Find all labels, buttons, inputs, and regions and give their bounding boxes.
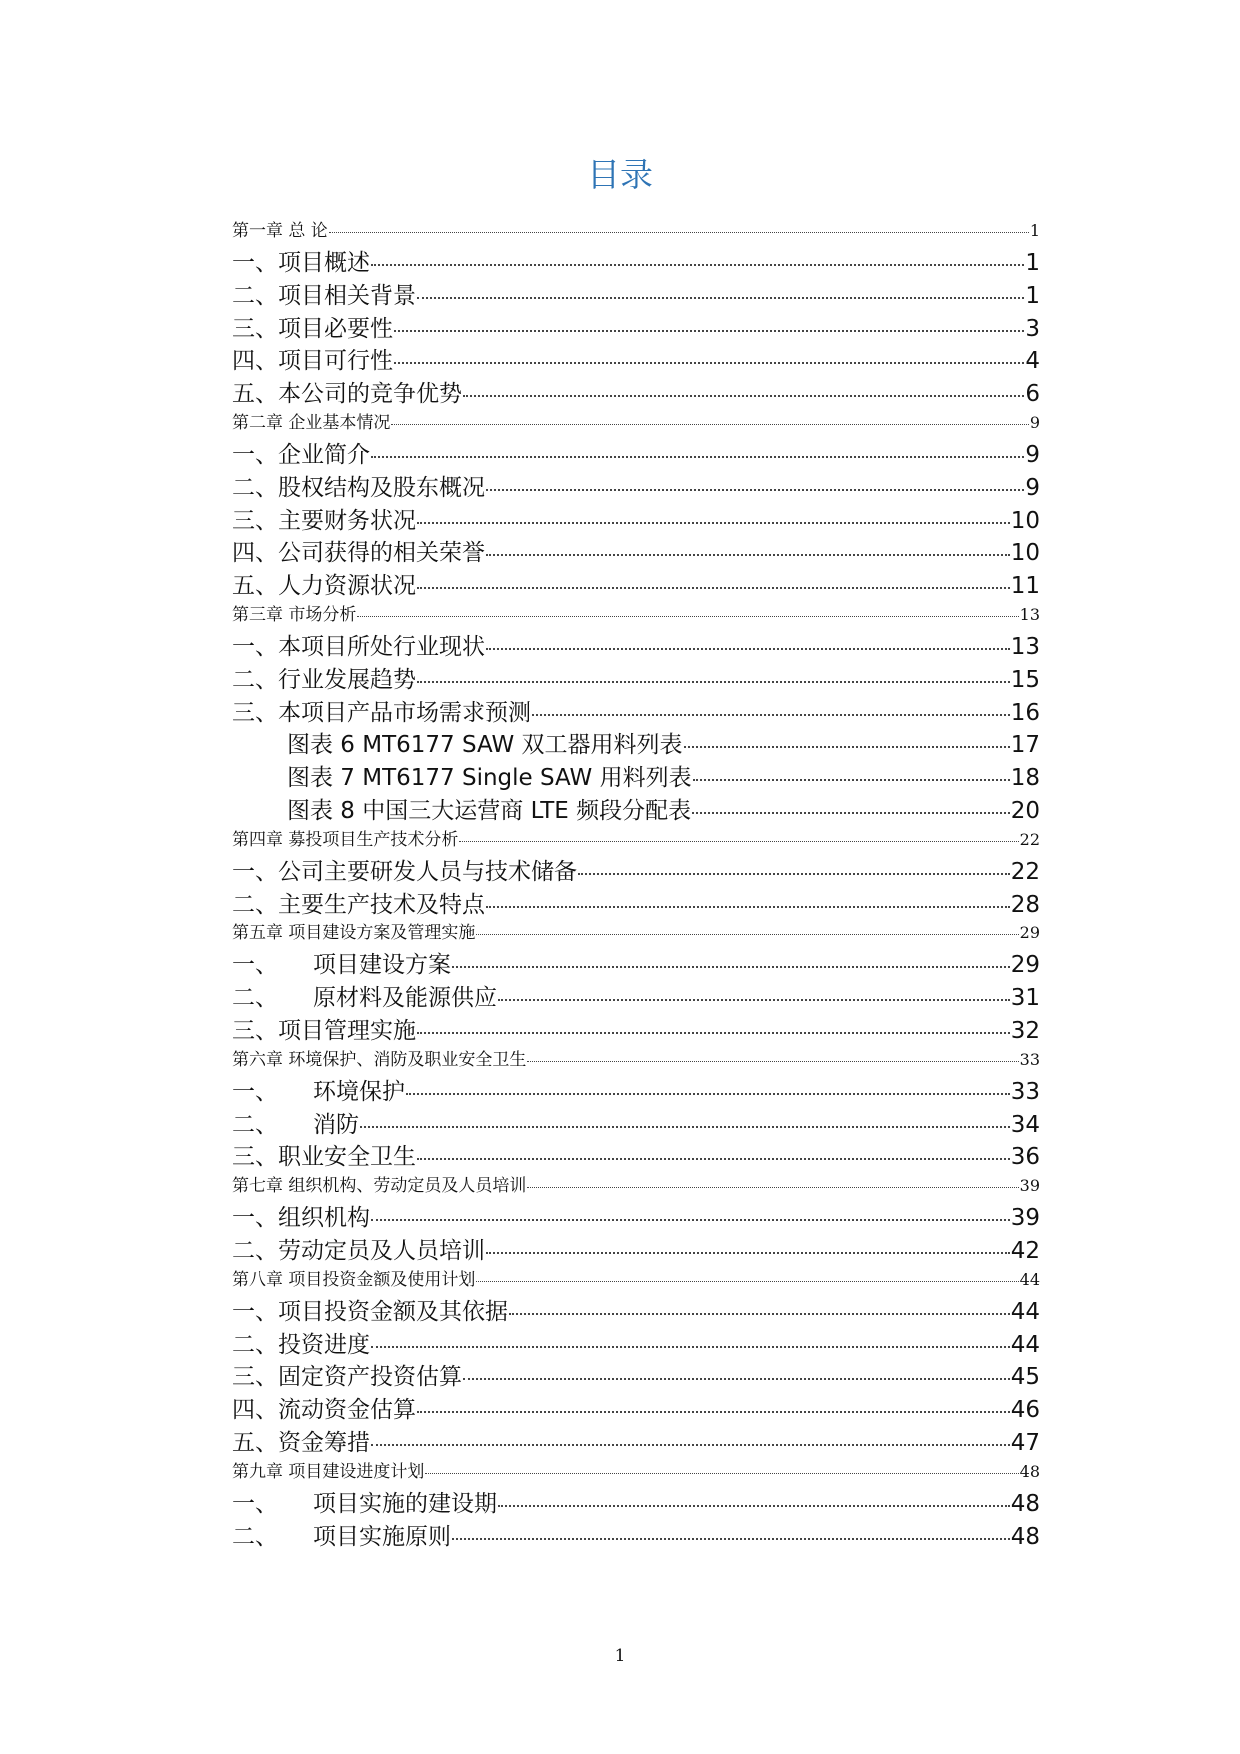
toc-entry-page-number: 39 [1010, 1205, 1040, 1232]
toc-entry-label: 二、项目相关背景 [232, 282, 416, 309]
toc-entry-label: 二、行业发展趋势 [232, 666, 416, 693]
dot-leader [406, 1093, 1010, 1095]
toc-entry-section[interactable] [232, 502, 1040, 535]
toc-entry-section[interactable] [232, 661, 1040, 694]
toc-entry-label: 三、职业安全卫生 [232, 1144, 416, 1171]
toc-entry-page-number: 9 [1025, 441, 1040, 468]
dot-leader [452, 966, 1010, 968]
dot-leader [371, 1444, 1010, 1446]
toc-entry-page-number: 44 [1010, 1331, 1040, 1358]
dot-leader [692, 812, 1010, 814]
toc-entry-label: 三、本项目产品市场需求预测 [232, 699, 531, 726]
toc-entry-page-number: 1 [1025, 282, 1040, 309]
toc-entry-chapter[interactable] [232, 1265, 1040, 1293]
toc-entry-section[interactable] [232, 853, 1040, 886]
toc-entry-label [232, 979, 497, 1012]
toc-entry-chapter[interactable] [232, 600, 1040, 628]
dot-leader [578, 873, 1010, 875]
toc-entry-page-number: 22 [1010, 858, 1040, 885]
toc-entry-page-number: 46 [1010, 1397, 1040, 1424]
toc-entry-figure[interactable] [232, 792, 1040, 825]
dot-leader [371, 1219, 1010, 1221]
toc-entry-number: 一、 [232, 1490, 278, 1517]
dot-leader [452, 1538, 1010, 1540]
toc-entry-label: 第九章 项目建设进度计划 [232, 1461, 425, 1482]
toc-entry-section[interactable] [232, 469, 1040, 502]
toc-title: 目录 [587, 155, 653, 194]
toc-entry-label [232, 1073, 405, 1106]
toc-entry-section[interactable] [232, 1293, 1040, 1326]
toc-entry-page-number: 15 [1010, 666, 1040, 693]
toc-entry-label: 三、项目管理实施 [232, 1017, 416, 1044]
toc-entry-label [232, 1485, 497, 1518]
toc-entry-page-number: 36 [1010, 1144, 1040, 1171]
toc-entry-label: 图表 6 MT6177 SAW 双工器用料列表 [287, 732, 683, 759]
toc-entry-number: 二、 [232, 985, 278, 1012]
toc-entry-label: 一、公司主要研发人员与技术储备 [232, 858, 577, 885]
dot-leader [360, 1126, 1010, 1128]
toc-entry-page-number: 44 [1019, 1269, 1040, 1289]
toc-entry-spaced[interactable] [232, 1106, 1040, 1139]
toc-entry-page-number: 1 [1025, 250, 1040, 276]
toc-entry-number: 二、 [232, 1523, 278, 1550]
toc-entry-label: 五、人力资源状况 [232, 573, 416, 600]
dot-leader [417, 587, 1010, 589]
toc-entry-label: 三、主要财务状况 [232, 507, 416, 534]
toc-entry-label: 一、项目概述 [232, 250, 370, 276]
toc-entry-spaced[interactable] [232, 1485, 1040, 1518]
toc-entry-label: 第三章 市场分析 [232, 604, 357, 625]
toc-entry-page-number: 9 [1029, 412, 1040, 432]
toc-entry-section[interactable] [232, 694, 1040, 727]
toc-entry-label [232, 1518, 451, 1551]
toc-entry-text: 环境保护 [313, 1078, 405, 1105]
toc-entry-page-number: 13 [1019, 604, 1040, 624]
toc-entry-label: 三、固定资产投资估算 [232, 1364, 462, 1391]
toc-entry-label: 第六章 环境保护、消防及职业安全卫生 [232, 1049, 527, 1070]
toc-entry-number: 一、 [232, 952, 278, 979]
toc-entry-page-number: 34 [1010, 1111, 1040, 1138]
toc-entry-text: 项目建设方案 [313, 952, 451, 979]
toc-entry-spaced[interactable] [232, 946, 1040, 979]
dot-leader [476, 934, 1018, 935]
toc-entry-label: 四、流动资金估算 [232, 1397, 416, 1424]
toc-entry-section[interactable] [232, 1138, 1040, 1171]
toc-entry-label: 一、本项目所处行业现状 [232, 633, 485, 660]
toc-entry-page-number: 42 [1010, 1237, 1040, 1264]
toc-entry-label: 第四章 募投项目生产技术分析 [232, 829, 459, 850]
toc-entry-section[interactable] [232, 1391, 1040, 1424]
dot-leader [391, 424, 1028, 425]
toc-entry-section[interactable] [232, 1199, 1040, 1232]
toc-entry-spaced[interactable] [232, 1073, 1040, 1106]
dot-leader [425, 1473, 1018, 1474]
toc-entry-page-number: 28 [1010, 891, 1040, 918]
toc-entry-section[interactable] [232, 1012, 1040, 1045]
dot-leader [527, 1061, 1018, 1062]
toc-entry-label: 图表 7 MT6177 Single SAW 用料列表 [287, 765, 692, 792]
dot-leader [357, 616, 1018, 617]
toc-entry-label: 四、项目可行性 [232, 348, 393, 375]
toc-entry-label: 第五章 项目建设方案及管理实施 [232, 923, 476, 944]
toc-entry-page-number: 39 [1019, 1176, 1040, 1196]
dot-leader [463, 395, 1024, 397]
dot-leader [394, 330, 1024, 332]
toc-entry-label: 第二章 企业基本情况 [232, 412, 391, 433]
toc-entry-label: 一、企业简介 [232, 441, 370, 468]
toc-entry-text: 原材料及能源供应 [313, 985, 497, 1012]
toc-entry-section[interactable] [232, 1326, 1040, 1359]
toc-entry-page-number: 45 [1010, 1364, 1040, 1391]
toc-entry-page-number: 48 [1019, 1461, 1040, 1481]
dot-leader [459, 841, 1018, 842]
dot-leader [417, 681, 1010, 683]
dot-leader [693, 779, 1010, 781]
dot-leader [417, 1411, 1010, 1413]
toc-entry-label [232, 1106, 359, 1139]
toc-entry-label: 三、项目必要性 [232, 315, 393, 342]
dot-leader [329, 232, 1029, 233]
dot-leader [417, 1158, 1010, 1160]
page-number-footer: 1 [614, 1646, 626, 1666]
table-of-contents [232, 216, 1040, 1550]
toc-entry-text: 项目实施原则 [313, 1523, 451, 1550]
toc-entry-label: 二、股权结构及股东概况 [232, 474, 485, 501]
toc-entry-page-number: 1 [1029, 221, 1040, 240]
toc-entry-page-number: 20 [1010, 797, 1040, 824]
dot-leader [486, 1252, 1010, 1254]
toc-entry-section[interactable] [232, 628, 1040, 661]
toc-entry-page-number: 10 [1010, 540, 1040, 567]
toc-entry-page-number: 22 [1019, 829, 1040, 849]
toc-entry-chapter[interactable] [232, 918, 1040, 946]
toc-entry-label: 图表 8 中国三大运营商 LTE 频段分配表 [287, 797, 692, 824]
toc-entry-page-number: 13 [1010, 633, 1040, 660]
toc-entry-section[interactable] [232, 886, 1040, 919]
toc-entry-chapter[interactable] [232, 1171, 1040, 1199]
dot-leader [371, 264, 1024, 266]
toc-entry-page-number: 33 [1019, 1049, 1040, 1069]
toc-entry-chapter[interactable] [232, 1045, 1040, 1073]
toc-entry-page-number: 17 [1010, 732, 1040, 759]
toc-entry-page-number: 32 [1010, 1017, 1040, 1044]
toc-entry-section[interactable] [232, 310, 1040, 343]
dot-leader [509, 1313, 1010, 1315]
dot-leader [476, 1281, 1018, 1282]
toc-entry-chapter[interactable] [232, 825, 1040, 853]
dot-leader [486, 906, 1010, 908]
dot-leader [417, 522, 1010, 524]
dot-leader [498, 1505, 1010, 1507]
toc-entry-section[interactable] [232, 342, 1040, 375]
toc-entry-label: 第七章 组织机构、劳动定员及人员培训 [232, 1176, 527, 1197]
toc-entry-section[interactable] [232, 244, 1040, 277]
dot-leader [463, 1378, 1010, 1380]
dot-leader [417, 297, 1024, 299]
toc-entry-section[interactable] [232, 1358, 1040, 1391]
toc-entry-section[interactable] [232, 1232, 1040, 1265]
toc-entry-page-number: 29 [1010, 952, 1040, 979]
toc-entry-page-number: 18 [1010, 765, 1040, 792]
toc-entry-page-number: 48 [1010, 1523, 1040, 1550]
toc-entry-label: 二、主要生产技术及特点 [232, 891, 485, 918]
dot-leader [486, 648, 1010, 650]
toc-entry-page-number: 33 [1010, 1078, 1040, 1105]
toc-entry-page-number: 4 [1025, 348, 1040, 375]
toc-entry-figure[interactable] [232, 726, 1040, 759]
toc-entry-section[interactable] [232, 375, 1040, 408]
toc-entry-chapter[interactable] [232, 408, 1040, 436]
dot-leader [417, 1032, 1010, 1034]
dot-leader [486, 554, 1010, 556]
toc-entry-section[interactable] [232, 436, 1040, 469]
toc-entry-page-number: 47 [1010, 1429, 1040, 1456]
toc-entry-label: 二、劳动定员及人员培训 [232, 1237, 485, 1264]
toc-entry-page-number: 16 [1010, 699, 1040, 726]
toc-entry-label: 二、投资进度 [232, 1331, 370, 1358]
toc-entry-page-number: 3 [1025, 315, 1040, 342]
toc-entry-page-number: 10 [1010, 507, 1040, 534]
toc-entry-section[interactable] [232, 534, 1040, 567]
dot-leader [532, 714, 1010, 716]
dot-leader [371, 1346, 1010, 1348]
toc-entry-text: 项目实施的建设期 [313, 1490, 497, 1517]
toc-entry-chapter[interactable] [232, 1457, 1040, 1485]
toc-entry-spaced[interactable] [232, 1518, 1040, 1551]
toc-entry-spaced[interactable] [232, 979, 1040, 1012]
toc-entry-section[interactable] [232, 567, 1040, 600]
toc-entry-figure[interactable] [232, 759, 1040, 792]
toc-entry-page-number: 48 [1010, 1490, 1040, 1517]
toc-entry-label: 第八章 项目投资金额及使用计划 [232, 1269, 476, 1290]
toc-entry-page-number: 11 [1010, 573, 1040, 600]
dot-leader [527, 1187, 1018, 1188]
toc-entry-label: 五、本公司的竞争优势 [232, 381, 462, 408]
toc-entry-page-number: 29 [1019, 923, 1040, 943]
toc-entry-chapter[interactable] [232, 216, 1040, 244]
toc-entry-number: 一、 [232, 1078, 278, 1105]
toc-entry-label: 五、资金筹措 [232, 1429, 370, 1456]
toc-entry-text: 消防 [313, 1111, 359, 1138]
dot-leader [498, 999, 1010, 1001]
toc-entry-label: 一、组织机构 [232, 1205, 370, 1232]
toc-entry-page-number: 9 [1025, 474, 1040, 501]
toc-entry-page-number: 44 [1010, 1298, 1040, 1325]
toc-entry-label: 第一章 总 论 [232, 221, 328, 241]
toc-entry-section[interactable] [232, 1424, 1040, 1457]
toc-entry-page-number: 31 [1010, 985, 1040, 1012]
toc-entry-label: 一、项目投资金额及其依据 [232, 1298, 508, 1325]
toc-entry-label: 四、公司获得的相关荣誉 [232, 540, 485, 567]
toc-entry-section[interactable] [232, 277, 1040, 310]
toc-entry-number: 二、 [232, 1111, 278, 1138]
toc-entry-page-number: 6 [1025, 381, 1040, 408]
dot-leader [371, 456, 1024, 458]
dot-leader [684, 746, 1010, 748]
dot-leader [394, 362, 1024, 364]
toc-entry-label [232, 946, 451, 979]
dot-leader [486, 489, 1024, 491]
